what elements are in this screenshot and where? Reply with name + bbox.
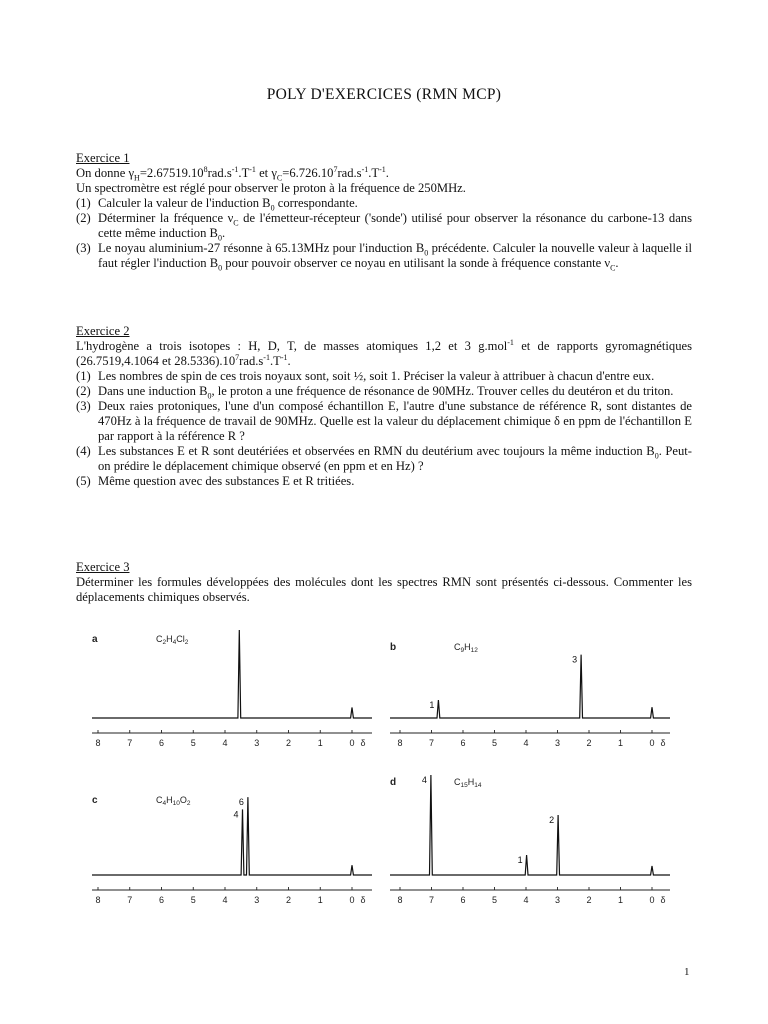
formula-part: C — [156, 634, 163, 644]
molecular-formula — [156, 795, 191, 807]
exercice-1-title: Exercice 1 — [76, 151, 130, 165]
axis-tick-label: 2 — [285, 738, 292, 748]
nmr-spectrum-a — [80, 622, 380, 752]
formula-part: 4 — [162, 800, 167, 807]
spectrum-letter: b — [390, 642, 397, 653]
exercice-1-given-values: On donne $\gamma_H=2.67519.10^8rad.s^{-1}.T^{-1}$ et $\gamma_C=6.726.10^7rad.s^{-1}.T^{-1}$. — [76, 164, 389, 183]
axis-tick-label: 6 — [158, 895, 165, 905]
axis-tick-label: 2 — [586, 895, 592, 905]
exercice-1 — [76, 151, 692, 271]
exercice-1-question-1: (1) Calculer la valeur de l'induction $B_0$ correspondante. — [76, 196, 358, 213]
axis-tick-label: 5 — [491, 895, 498, 905]
axis-tick-label: 7 — [428, 895, 435, 905]
formula-part: H — [467, 777, 475, 787]
axis-tick-label: 5 — [491, 738, 498, 748]
delta-symbol: δ — [360, 895, 366, 905]
formula-part: H — [166, 634, 173, 644]
molecular-formula — [454, 642, 478, 654]
axis-tick-label: 4 — [523, 895, 529, 905]
axis-tick-label: 1 — [317, 738, 323, 748]
axis-tick-label: 8 — [397, 895, 403, 905]
exercice-3-title: Exercice 3 — [76, 560, 130, 574]
nmr-spectrum-b-svg — [378, 622, 678, 752]
axis-tick-label: 0 — [349, 738, 355, 748]
nmr-spectrum-d-svg — [378, 767, 678, 915]
document-title: POLY D'EXERCICES (RMN MCP) — [266, 86, 502, 103]
exercice-2-question-2: (2) Dans une induction $B_0$, le proton a une fréquence de résonance de 90MHz. Trouver celles du deutéron et du triton. — [76, 384, 674, 401]
spectrum-trace — [92, 630, 372, 718]
formula-part: O — [179, 795, 187, 805]
formula-part: 2 — [162, 639, 167, 646]
formula-part: C — [156, 795, 163, 805]
peak-label: 4 — [421, 775, 427, 785]
axis-tick-label: 4 — [523, 738, 529, 748]
spectrum-letter: c — [92, 795, 98, 806]
axis-tick-label: 5 — [190, 895, 196, 905]
nmr-spectrum-c-svg — [80, 775, 380, 915]
exercice-2-question-1: (1) Les nombres de spin de ces trois noyaux sont, soit ½, soit 1. Préciser la valeur à attribuer à chacun d'entre eux. — [76, 369, 655, 383]
formula-part: 10 — [172, 800, 180, 807]
formula-part: H — [166, 795, 173, 805]
formula-part: C — [454, 777, 461, 787]
exercice-1-statement: Un spectromètre est réglé pour observer le proton à la fréquence de 250MHz. — [76, 181, 466, 195]
axis-tick-label: 0 — [649, 895, 655, 905]
formula-part: 4 — [172, 639, 177, 646]
formula-part: 15 — [460, 782, 468, 789]
axis-tick-label: 2 — [285, 895, 292, 905]
peak-label: 4 — [233, 809, 239, 820]
exercice-1-question-2: (2) Déterminer la fréquence $\nu_C$ de l'émetteur-récepteur ('sonde') utilisé pour observer la résonance du carbone-13 dans cette même induction $B_0$. — [76, 211, 692, 243]
exercice-3 — [76, 560, 692, 605]
exercice-2-question-3: (3) Deux raies protoniques, l'une d'un composé échantillon E, l'autre d'une substance de référence R, sont distantes de 470Hz à la fréquence de travail de 90MHz. Quelle est la valeur du déplacement chimique δ en ppm de l'échantillon E par rapport à la référence R ? — [76, 399, 692, 443]
exercice-2-question-4: (4) Les substances E et R sont deutériées et observées en RMN du deutérium avec toujours la même induction $B_0$. Peut-on prédire le déplacement chimique observé (en ppm et en Hz) ? — [76, 444, 692, 473]
axis-tick-label: 5 — [190, 738, 196, 748]
axis-tick-label: 1 — [617, 738, 624, 748]
exercice-2-intro: L'hydrogène a trois isotopes : H, D, T, de masses atomiques 1,2 et 3 g.mol$^{-1}$ et de rapports gyromagnétiques (26.7519,4.1064 et $28.5336).10^7rad.s^{-1}.T^{-1}$. — [76, 337, 692, 368]
axis-tick-label: 6 — [460, 738, 466, 748]
nmr-spectrum-a-svg — [80, 622, 380, 752]
axis-tick-label: 3 — [554, 895, 561, 905]
axis-tick-label: 8 — [95, 738, 101, 748]
peak-label: 6 — [238, 797, 244, 808]
formula-part: 2 — [184, 639, 189, 646]
axis-tick-label: 7 — [127, 895, 133, 905]
spectrum-letter: a — [92, 634, 98, 645]
nmr-spectrum-c — [80, 775, 380, 915]
formula-part: C — [454, 642, 461, 652]
axis-tick-label: 0 — [349, 895, 355, 905]
molecular-formula — [454, 777, 482, 789]
axis-tick-label: 0 — [649, 738, 655, 748]
exercice-3-statement: Déterminer les formules développées des molécules dont les spectres RMN sont présentés ci-dessous. Commenter les déplacements chimiques observés. — [76, 575, 692, 604]
nmr-spectrum-b — [378, 622, 678, 752]
exercice-2 — [76, 324, 692, 489]
axis-tick-label: 4 — [222, 738, 228, 748]
axis-tick-label: 1 — [317, 895, 323, 905]
axis-tick-label: 3 — [554, 738, 561, 748]
spectrum-trace — [92, 797, 372, 875]
delta-symbol: δ — [660, 895, 666, 905]
molecular-formula — [156, 634, 189, 646]
axis-tick-label: 1 — [617, 895, 624, 905]
nmr-spectrum-d — [378, 767, 678, 915]
peak-label: 1 — [429, 700, 435, 710]
axis-tick-label: 4 — [222, 895, 228, 905]
axis-tick-label: 3 — [254, 895, 260, 905]
peak-label: 1 — [517, 855, 523, 865]
axis-tick-label: 7 — [428, 738, 435, 748]
axis-tick-label: 3 — [254, 738, 260, 748]
delta-symbol: δ — [360, 738, 366, 748]
exercice-2-title: Exercice 2 — [76, 324, 130, 338]
page-number: 1 — [684, 966, 690, 978]
axis-tick-label: 8 — [397, 738, 403, 748]
peak-label: 2 — [549, 815, 555, 825]
axis-tick-label: 2 — [586, 738, 592, 748]
formula-part: 9 — [460, 647, 465, 654]
formula-part: 2 — [186, 800, 191, 807]
formula-part: 12 — [470, 647, 478, 654]
formula-part: Cl — [176, 634, 185, 644]
axis-tick-label: 6 — [158, 738, 165, 748]
peak-label: 3 — [572, 654, 578, 665]
formula-part: 14 — [474, 782, 482, 789]
axis-tick-label: 8 — [95, 895, 101, 905]
exercice-2-question-5: (5) Même question avec des substances E et R tritiées. — [76, 474, 355, 488]
axis-tick-label: 6 — [460, 895, 466, 905]
spectrum-letter: d — [390, 777, 397, 788]
delta-symbol: δ — [660, 738, 666, 748]
exercice-1-question-3: (3) Le noyau aluminium-27 résonne à 65.13MHz pour l'induction $B_0$ précédente. Calculer la nouvelle valeur à laquelle il faut régler l'induction $B_0$ pour pouvoir observer ce noyau en utilisant la sonde à fréquence constante $\nu_C$. — [76, 241, 692, 273]
axis-tick-label: 7 — [127, 738, 133, 748]
spectrum-trace — [390, 775, 670, 875]
formula-part: H — [464, 642, 471, 652]
